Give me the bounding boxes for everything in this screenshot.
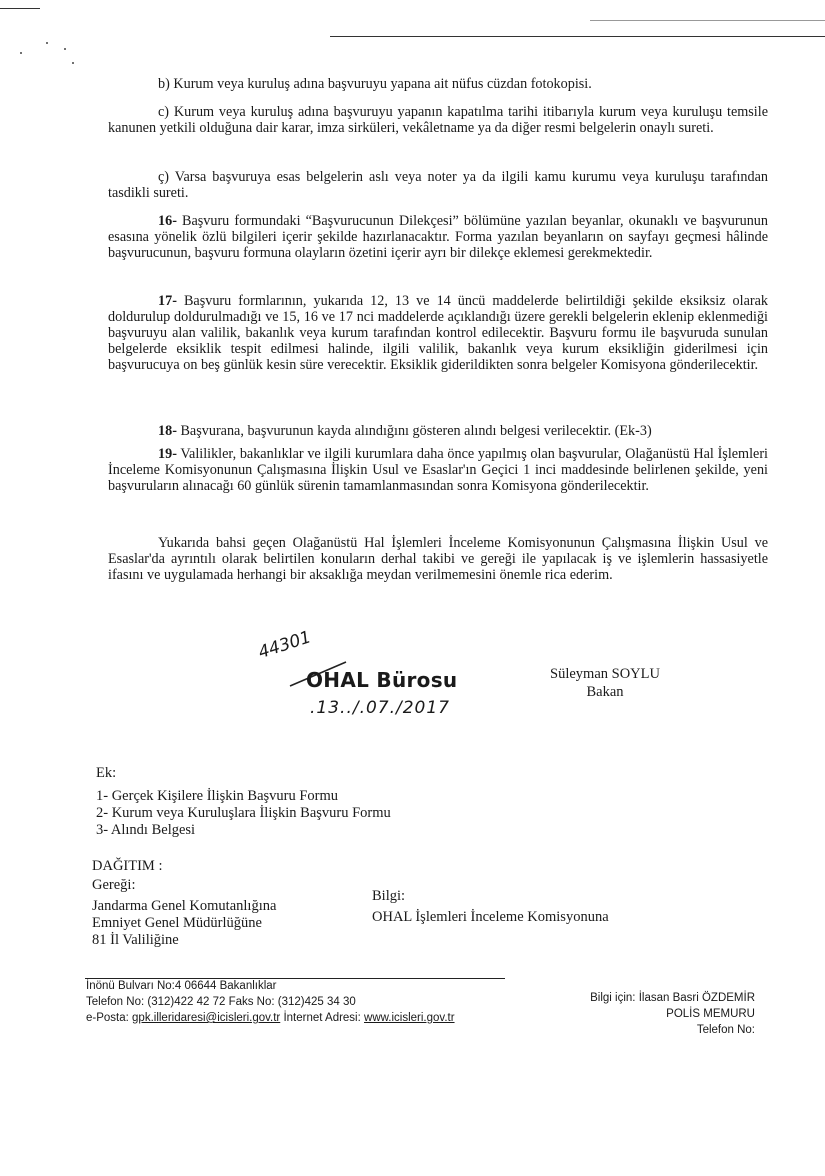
article-19-text: Valilikler, bakanlıklar ve ilgili kurumlara daha önce yapılmış olan başvurular, Olağanüstü Hal İşlemleri İnceleme Komisyonunun Çalışmasına İlişkin Usul ve Esaslar'ın Geçici 1 inci maddesinde belirlenen şekilde, yeni başvuruların alınacağı 60 günlük sürenin tamamlanmasından sonra Komisyona gönderilecektir.: [108, 446, 768, 494]
distribution-action-item: 81 İl Valiliğine: [92, 932, 179, 948]
distribution-action-item: Emniyet Genel Müdürlüğüne: [92, 915, 262, 931]
attachment-item: 3- Alındı Belgesi: [96, 822, 196, 838]
footer-address: İnönü Bulvarı No:4 06644 Bakanlıklar: [86, 980, 277, 992]
distribution-action-item: Jandarma Genel Komutanlığına: [92, 898, 277, 914]
stamp-office-name: OHAL Bürosu: [306, 668, 458, 692]
footer-email-link[interactable]: gpk.illeridaresi@icisleri.gov.tr: [132, 1012, 281, 1024]
distribution-action-heading: Gereği:: [92, 877, 136, 893]
article-18-text: Başvurana, başvurunun kayda alındığını gösteren alındı belgesi verilecektir. (Ek-3): [176, 423, 652, 439]
article-16-number: 16-: [158, 213, 177, 229]
footer-contacts: [86, 1010, 455, 1026]
distribution-action: [92, 858, 276, 949]
footer-web-label: İnternet Adresi:: [280, 1012, 365, 1024]
article-16: [108, 213, 768, 261]
distribution-heading: DAĞITIM :: [92, 858, 163, 874]
paragraph-cc: ç) Varsa başvuruya esas belgelerin aslı veya noter ya da ilgili kamu kurumu veya kuruluşu tarafından tasdikli sureti.: [108, 169, 768, 201]
article-17: [108, 293, 768, 373]
scan-line-top-left: [0, 8, 40, 9]
distribution-info: [372, 888, 609, 926]
footer-web-link[interactable]: www.icisleri.gov.tr: [364, 1012, 455, 1024]
article-17-text: Başvuru formlarının, yukarıda 12, 13 ve 14 üncü maddelerde belirtildiği şekilde eksiksiz olarak doldurulup doldurulmadığı ve 15, 16 ve 17 nci maddelerde açıklandığı üzere gerekli belgelerin eklenip eklenmediği başvuruyu alan valilik, bakanlık veya kurum tarafından kontrol edilecektir. Başvuru formu ile başvuruda sunulan belgelerde eksiklik tespit edilmesi halinde, ilgili valilik, bakanlık veya kurum eksikliğin giderilmesi için başvurucuya on beş günlük kesin süre verecektir. Eksiklik giderildikten sonra belgeler Komisyona gönderilecektir.: [108, 293, 768, 373]
article-18-number: 18-: [158, 423, 177, 439]
scan-speck: [20, 52, 22, 54]
attachments-list: [96, 765, 391, 839]
attachment-item: 2- Kurum veya Kuruluşlara İlişkin Başvuru Formu: [96, 805, 391, 821]
stamp-registry-number: 44301: [256, 627, 314, 664]
scan-speck: [72, 62, 74, 64]
footer-email-label: e-Posta:: [86, 1012, 133, 1024]
footer-contact-phone: Telefon No:: [696, 1024, 755, 1036]
footer-contact-person: Bilgi için: İlasan Basri ÖZDEMİR: [590, 992, 755, 1004]
signatory-title: Bakan: [586, 684, 624, 700]
paragraph-c: c) Kurum veya kuruluş adına başvuruyu yapanın kapatılma tarihi itibarıyla kurum veya kuruluşu temsile kanunen yetkili olduğuna dair karar, imza sirküleri, vekâletname ya da diğer resmi belgelerin onaylı sureti.: [108, 104, 768, 136]
footer-phone: Telefon No: (312)422 42 72 Faks No: (312)425 34 30: [86, 996, 356, 1008]
article-18: [108, 423, 768, 439]
distribution-info-heading: Bilgi:: [372, 888, 406, 904]
scan-line-top-right: [330, 36, 825, 37]
scan-speck: [64, 48, 66, 50]
paragraph-b: b) Kurum veya kuruluş adına başvuruyu yapana ait nüfus cüzdan fotokopisi.: [158, 76, 592, 92]
footer-address-block: [86, 978, 455, 1026]
article-19: [108, 446, 768, 494]
article-17-number: 17-: [158, 293, 177, 309]
article-19-number: 19-: [158, 446, 177, 462]
footer-contact-block: [540, 990, 755, 1038]
scan-line-faint: [590, 20, 825, 21]
signatory-name: Süleyman SOYLU: [550, 666, 660, 682]
scan-speck: [46, 42, 48, 44]
distribution-info-item: OHAL İşlemleri İnceleme Komisyonuna: [372, 909, 609, 925]
footer-contact-role: POLİS MEMURU: [666, 1008, 755, 1020]
attachments-heading: Ek:: [96, 765, 117, 781]
closing-paragraph: Yukarıda bahsi geçen Olağanüstü Hal İşlemleri İnceleme Komisyonunun Çalışmasına İlişkin Usul ve Esaslar'da ayrıntılı olarak belirtilen konuların derhal takibi ve gereği ile yapılacak iş ve işlemlerin hassasiyetle ifasını ve uygulamada herhangi bir aksaklığa meydan verilmemesini önemle rica ederim.: [108, 535, 768, 583]
article-16-text: Başvuru formundaki “Başvurucunun Dilekçesi” bölümüne yazılan beyanlar, okunaklı ve başvurunun esasına yönelik özlü bilgileri içerir şekilde hazırlanacaktır. Forma yazılan beyanların on sayfayı geçmesi hâlinde başvurucunun, başvuru formuna olayların özetini içerir ayrı bir dilekçe eklemesi gerekmektedir.: [108, 213, 768, 261]
received-stamp: [250, 627, 480, 730]
attachment-item: 1- Gerçek Kişilere İlişkin Başvuru Formu: [96, 788, 339, 804]
stamp-date: .13../.07./2017: [310, 698, 451, 718]
